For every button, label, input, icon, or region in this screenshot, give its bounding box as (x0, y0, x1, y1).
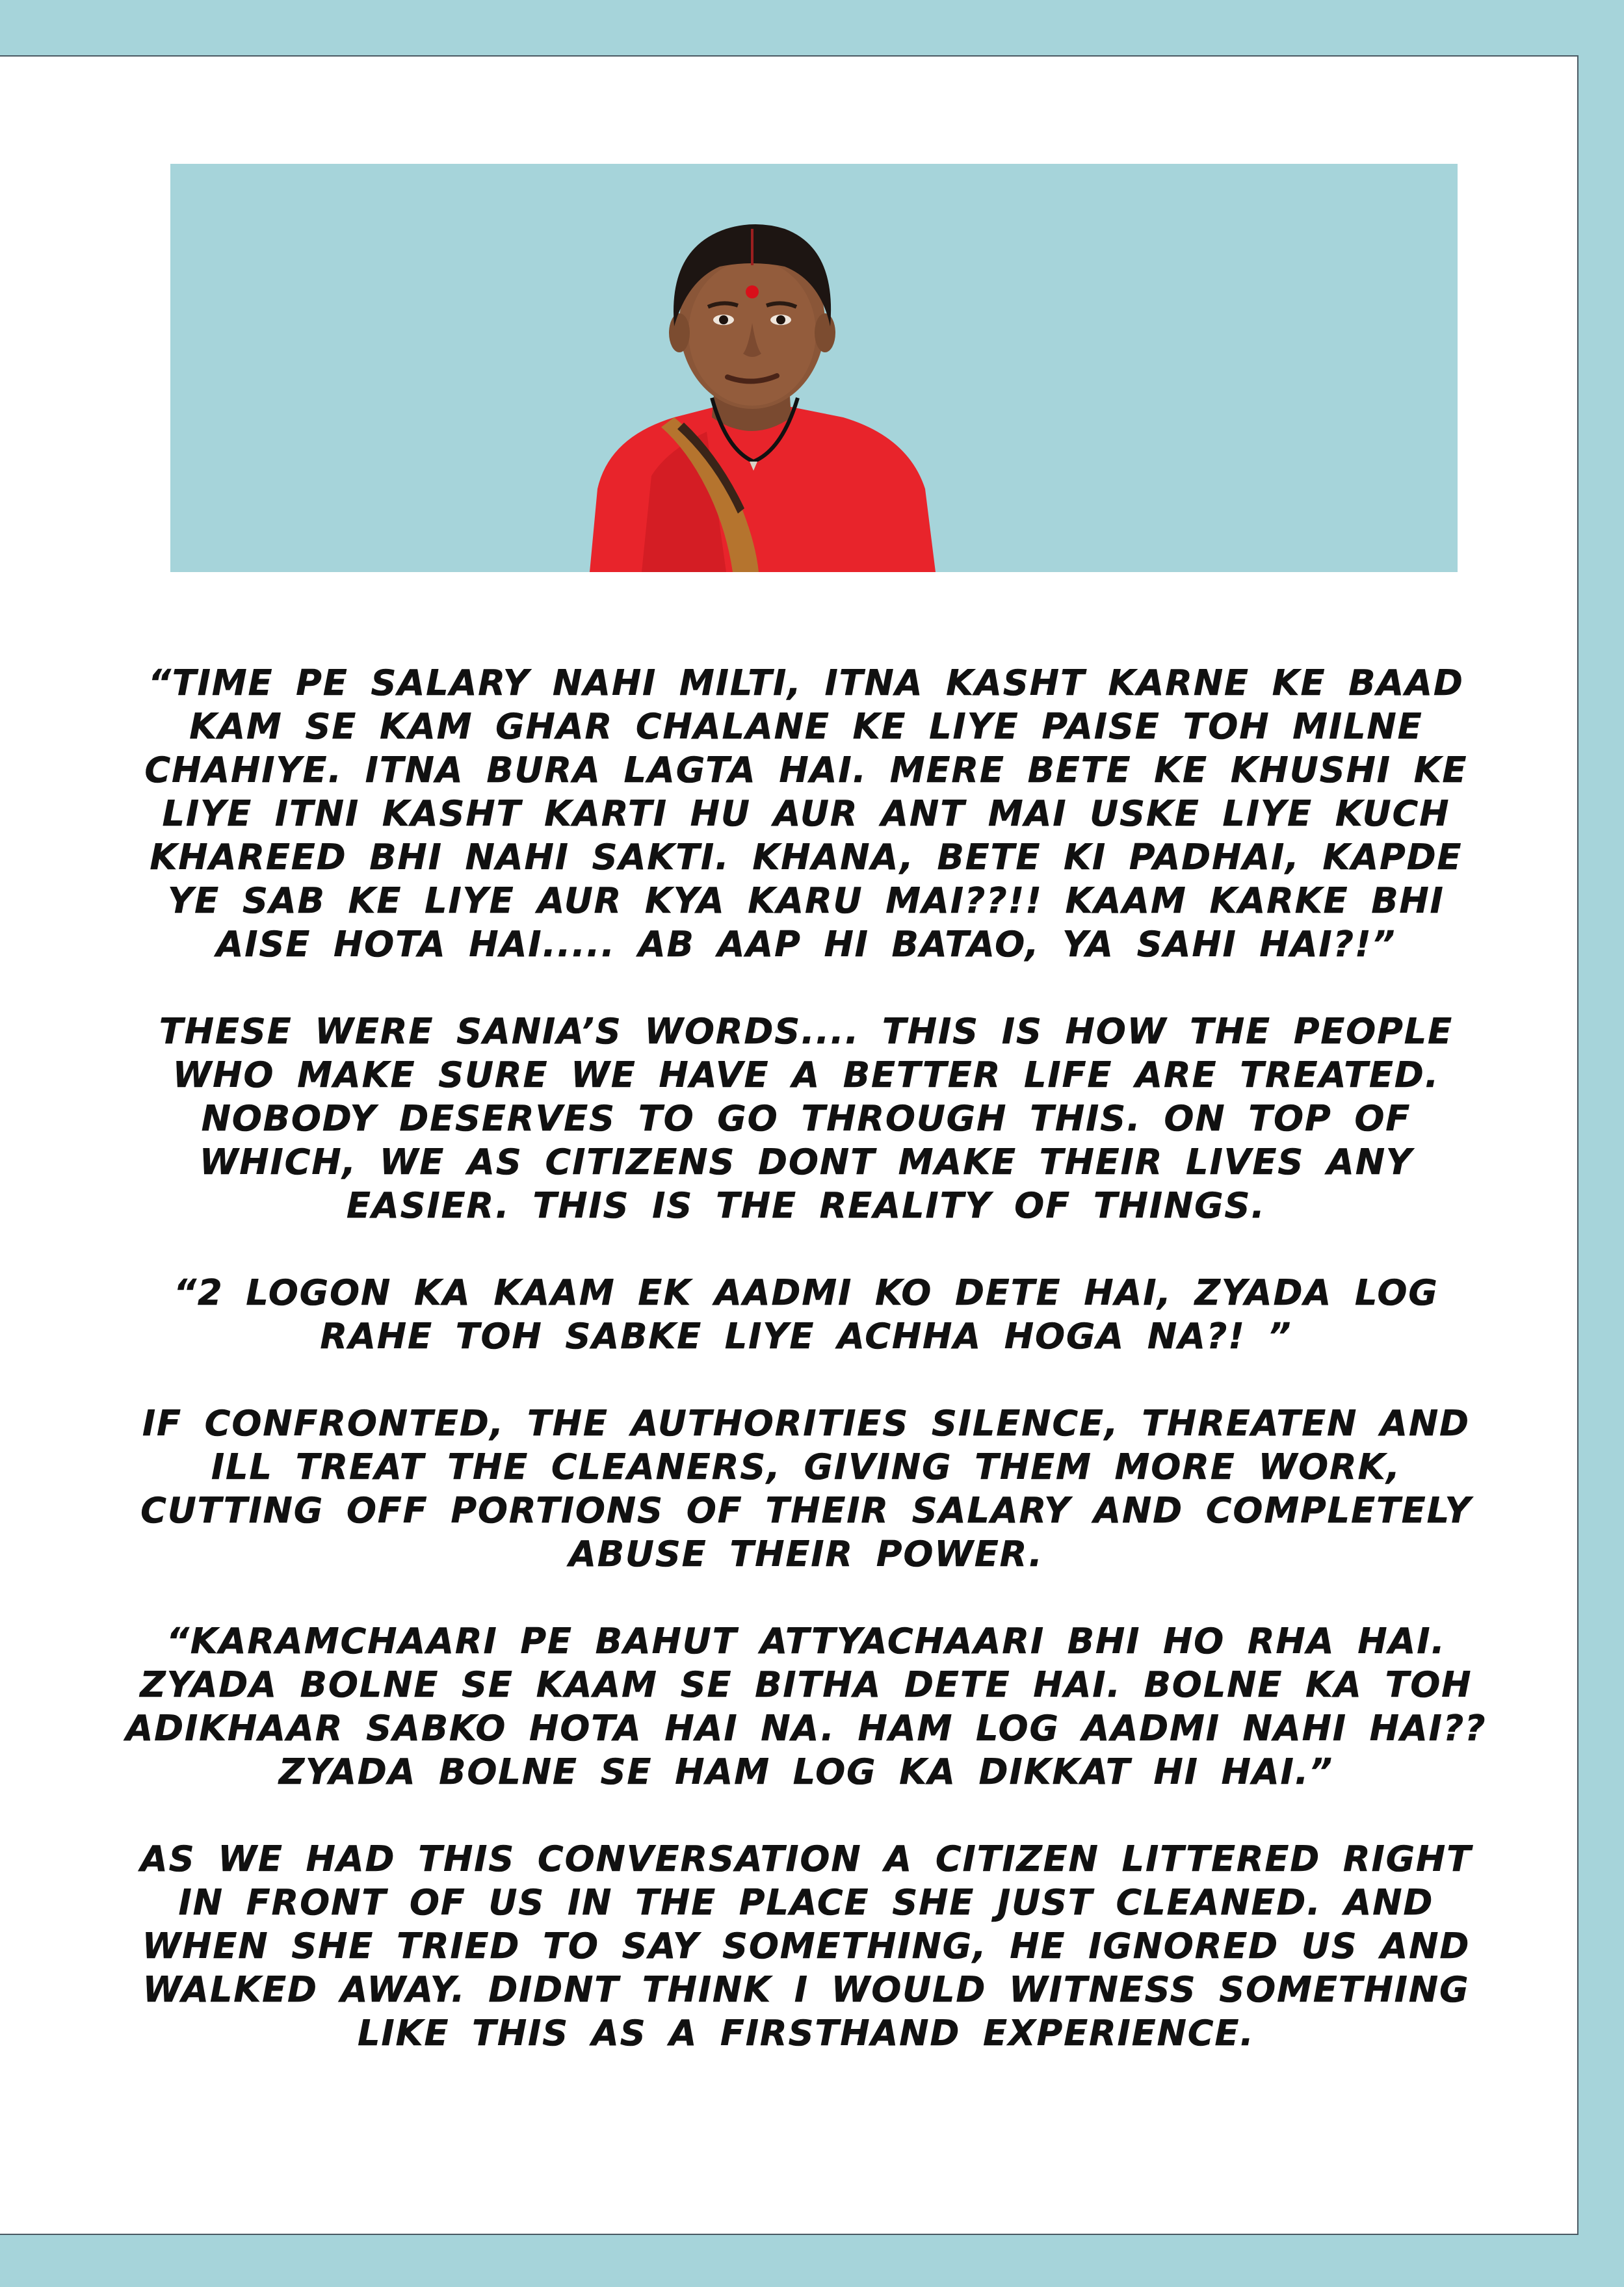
portrait-image (564, 203, 941, 572)
commentary-sania: THESE WERE SANIA’S WORDS.... THIS IS HOW THE PEOPLE WHO MAKE SURE WE HAVE A BETTER LIFE ARE TREATED. NOBODY DESERVES TO GO THROUGH THIS. ON TOP OF WHICH, WE AS CITIZENS DONT MAKE THEIR LIVES ANY EASIER. THIS IS THE REALITY OF THINGS. (159, 1011, 1454, 1226)
page-sheet (0, 55, 1578, 2235)
quote-workload: “2 LOGON KA KAAM EK AADMI KO DETE HAI, ZYADA LOG RAHE TOH SABKE LIYE ACHHA HOGA NA?! ” (174, 1272, 1439, 1357)
commentary-littering: AS WE HAD THIS CONVERSATION A CITIZEN LITTERED RIGHT IN FRONT OF US IN THE PLACE SHE JUST CLEANED. AND WHEN SHE TRIED TO SAY SOMETHING, HE IGNORED US AND WALKED AWAY. DIDNT THINK I WOULD WITNESS SOMETHING LIKE THIS AS A FIRSTHAND EXPERIENCE. (140, 1838, 1473, 2054)
quote-karamchaari: “KARAMCHAARI PE BAHUT ATTYACHAARI BHI HO RHA HAI. ZYADA BOLNE SE KAAM SE BITHA DETE HAI. BOLNE KA TOH ADIKHAAR SABKO HOTA HAI NA. HAM LOG AADMI NAHI HAI?? ZYADA BOLNE SE HAM LOG KA DIKKAT HI HAI.” (125, 1621, 1487, 1792)
photo-banner (170, 164, 1458, 572)
article-body (111, 661, 1502, 2098)
quote-salary: “TIME PE SALARY NAHI MILTI, ITNA KASHT KARNE KE BAAD KAM SE KAM GHAR CHALANE KE LIYE PAISE TOH MILNE CHAHIYE. ITNA BURA LAGTA HAI. MERE BETE KE KHUSHI KE LIYE ITNI KASHT KARTI HU AUR ANT MAI USKE LIYE KUCH KHAREED BHI NAHI SAKTI. KHANA, BETE KI PADHAI, KAPDE YE SAB KE LIYE AUR KYA KARU MAI??!! KAAM KARKE BHI AISE HOTA HAI..... AB AAP HI BATAO, YA SAHI HAI?!” (144, 662, 1468, 965)
commentary-authorities: IF CONFRONTED, THE AUTHORITIES SILENCE, THREATEN AND ILL TREAT THE CLEANERS, GIVING THEM MORE WORK, CUTTING OFF PORTIONS OF THEIR SALARY AND COMPLETELY ABUSE THEIR POWER. (140, 1403, 1472, 1575)
